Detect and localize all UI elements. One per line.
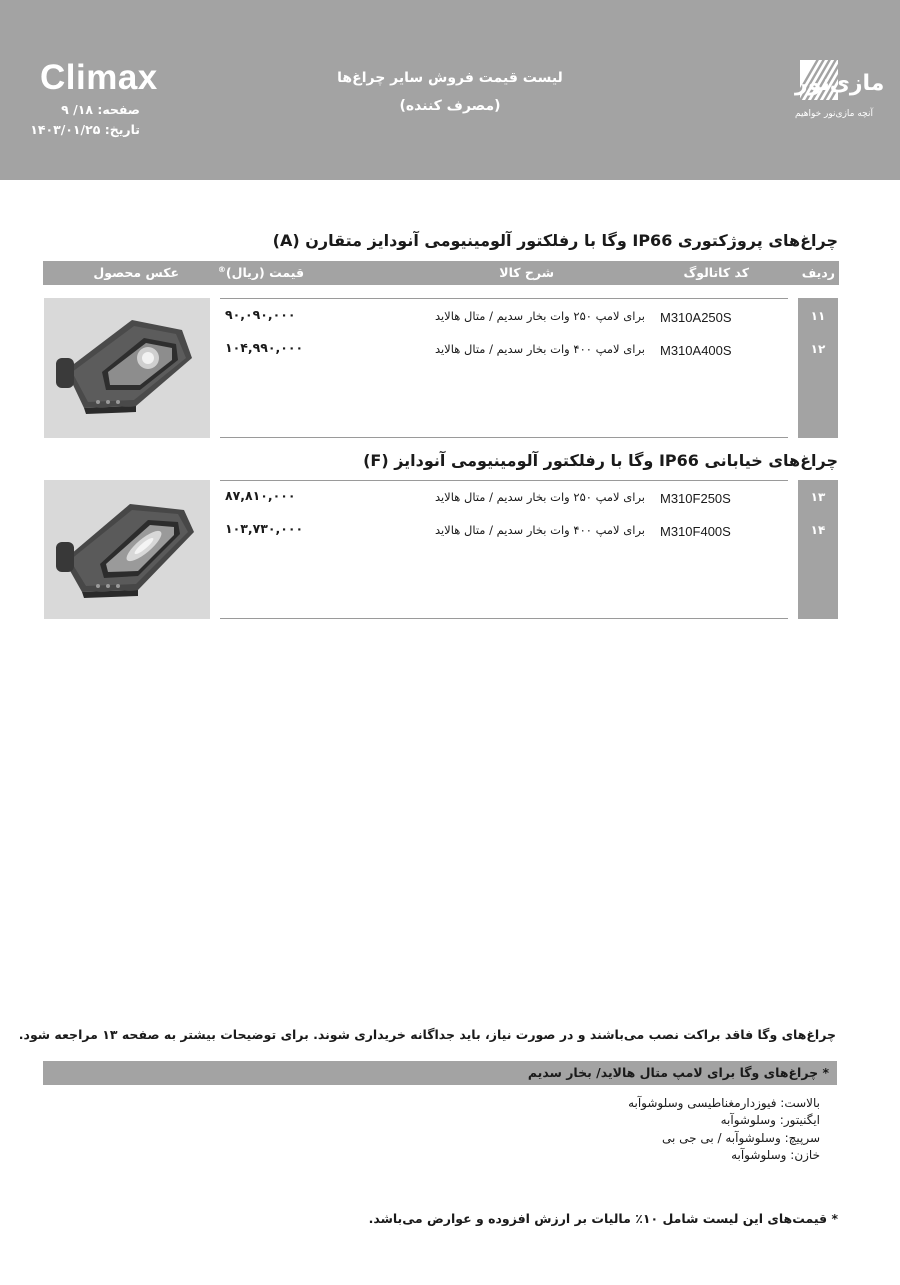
vat-footer-note: * قیمت‌های این لیست شامل ۱۰٪ مالیات بر ارزش افزوده و عوارض می‌باشد. bbox=[368, 1211, 838, 1226]
divider bbox=[220, 618, 788, 619]
item-description: برای لامپ ۲۵۰ وات بخار سدیم / متال هالاید bbox=[434, 490, 645, 504]
catalog-code: M310A400S bbox=[660, 343, 732, 358]
row-number: ۱۴ bbox=[810, 523, 826, 537]
item-description: برای لامپ ۴۰۰ وات بخار سدیم / متال هالاید bbox=[434, 342, 645, 356]
product-photo-street-light bbox=[44, 480, 210, 619]
lamp-note-title: * چراغ‌های وگا برای لامپ متال هالاید/ بخار سدیم bbox=[527, 1065, 829, 1080]
item-price: ۹۰,۰۹۰,۰۰۰ bbox=[225, 307, 296, 322]
brand-name: Climax bbox=[40, 58, 158, 97]
section-title-a: چراغ‌های پروژکتوری IP66 وگا با رفلکتور آلومینیومی آنودایز متقارن (A) bbox=[272, 231, 838, 250]
document-date: تاریخ: ۱۴۰۳/۰۱/۲۵ bbox=[30, 122, 140, 137]
spec-ballast: بالاست: فیوزدارمغناطیسی وسلوشوآبه bbox=[628, 1096, 820, 1110]
page-number: صفحه: ۱۸/ ۹ bbox=[61, 102, 140, 117]
section-title-f: چراغ‌های خیابانی IP66 وگا با رفلکتور آلومینیومی آنودایز (F) bbox=[363, 451, 838, 470]
bracket-note: چراغ‌های وگا فاقد براکت نصب می‌باشند و در صورت نیاز، باید جداگانه خریداری شوند. برای توضیحات بیشتر به صفحه ۱۳ مراجعه شود. bbox=[18, 1027, 836, 1042]
catalog-code: M310F250S bbox=[660, 491, 731, 506]
product-photo-projector bbox=[44, 298, 210, 438]
spec-lampholder: سرپیچ: وسلوشوآبه / بی جی بی bbox=[661, 1131, 820, 1145]
divider bbox=[220, 480, 788, 481]
spec-ignitor: ایگنیتور: وسلوشوآبه bbox=[720, 1113, 820, 1127]
floodlight-image bbox=[44, 298, 210, 438]
item-price: ۸۷,۸۱۰,۰۰۰ bbox=[225, 488, 296, 503]
divider bbox=[220, 298, 788, 299]
table-header bbox=[43, 261, 839, 285]
item-price: ۱۰۳,۷۳۰,۰۰۰ bbox=[225, 521, 304, 536]
row-number: ۱۱ bbox=[810, 309, 826, 323]
spec-capacitor: خازن: وسلوشوآبه bbox=[731, 1148, 820, 1162]
street-light-image bbox=[44, 480, 210, 619]
header-catalog-code: کد کاتالوگ bbox=[683, 265, 749, 280]
item-description: برای لامپ ۴۰۰ وات بخار سدیم / متال هالاید bbox=[434, 523, 645, 537]
document-title: لیست قیمت فروش سایر چراغ‌ها bbox=[337, 70, 563, 86]
item-price: ۱۰۴,۹۹۰,۰۰۰ bbox=[225, 340, 304, 355]
header-price: قیمت (ریال)® bbox=[217, 265, 304, 281]
document-subtitle: (مصرف کننده) bbox=[399, 98, 501, 114]
page-header bbox=[0, 0, 900, 180]
catalog-code: M310F400S bbox=[660, 524, 731, 539]
item-description: برای لامپ ۲۵۰ وات بخار سدیم / متال هالاید bbox=[434, 309, 645, 323]
header-row-number: ردیف bbox=[801, 265, 835, 280]
logo-tagline: آنچه مازی‌نور خواهیم bbox=[795, 109, 873, 119]
divider bbox=[220, 437, 788, 438]
row-number: ۱۳ bbox=[810, 490, 826, 504]
logo-wordmark: مازی‌نور bbox=[795, 71, 885, 96]
header-description: شرح کالا bbox=[499, 265, 554, 280]
row-number: ۱۲ bbox=[810, 342, 826, 356]
catalog-code: M310A250S bbox=[660, 310, 732, 325]
lamp-note-band bbox=[43, 1061, 837, 1085]
header-photo: عکس محصول bbox=[93, 265, 179, 280]
company-logo bbox=[695, 58, 885, 124]
